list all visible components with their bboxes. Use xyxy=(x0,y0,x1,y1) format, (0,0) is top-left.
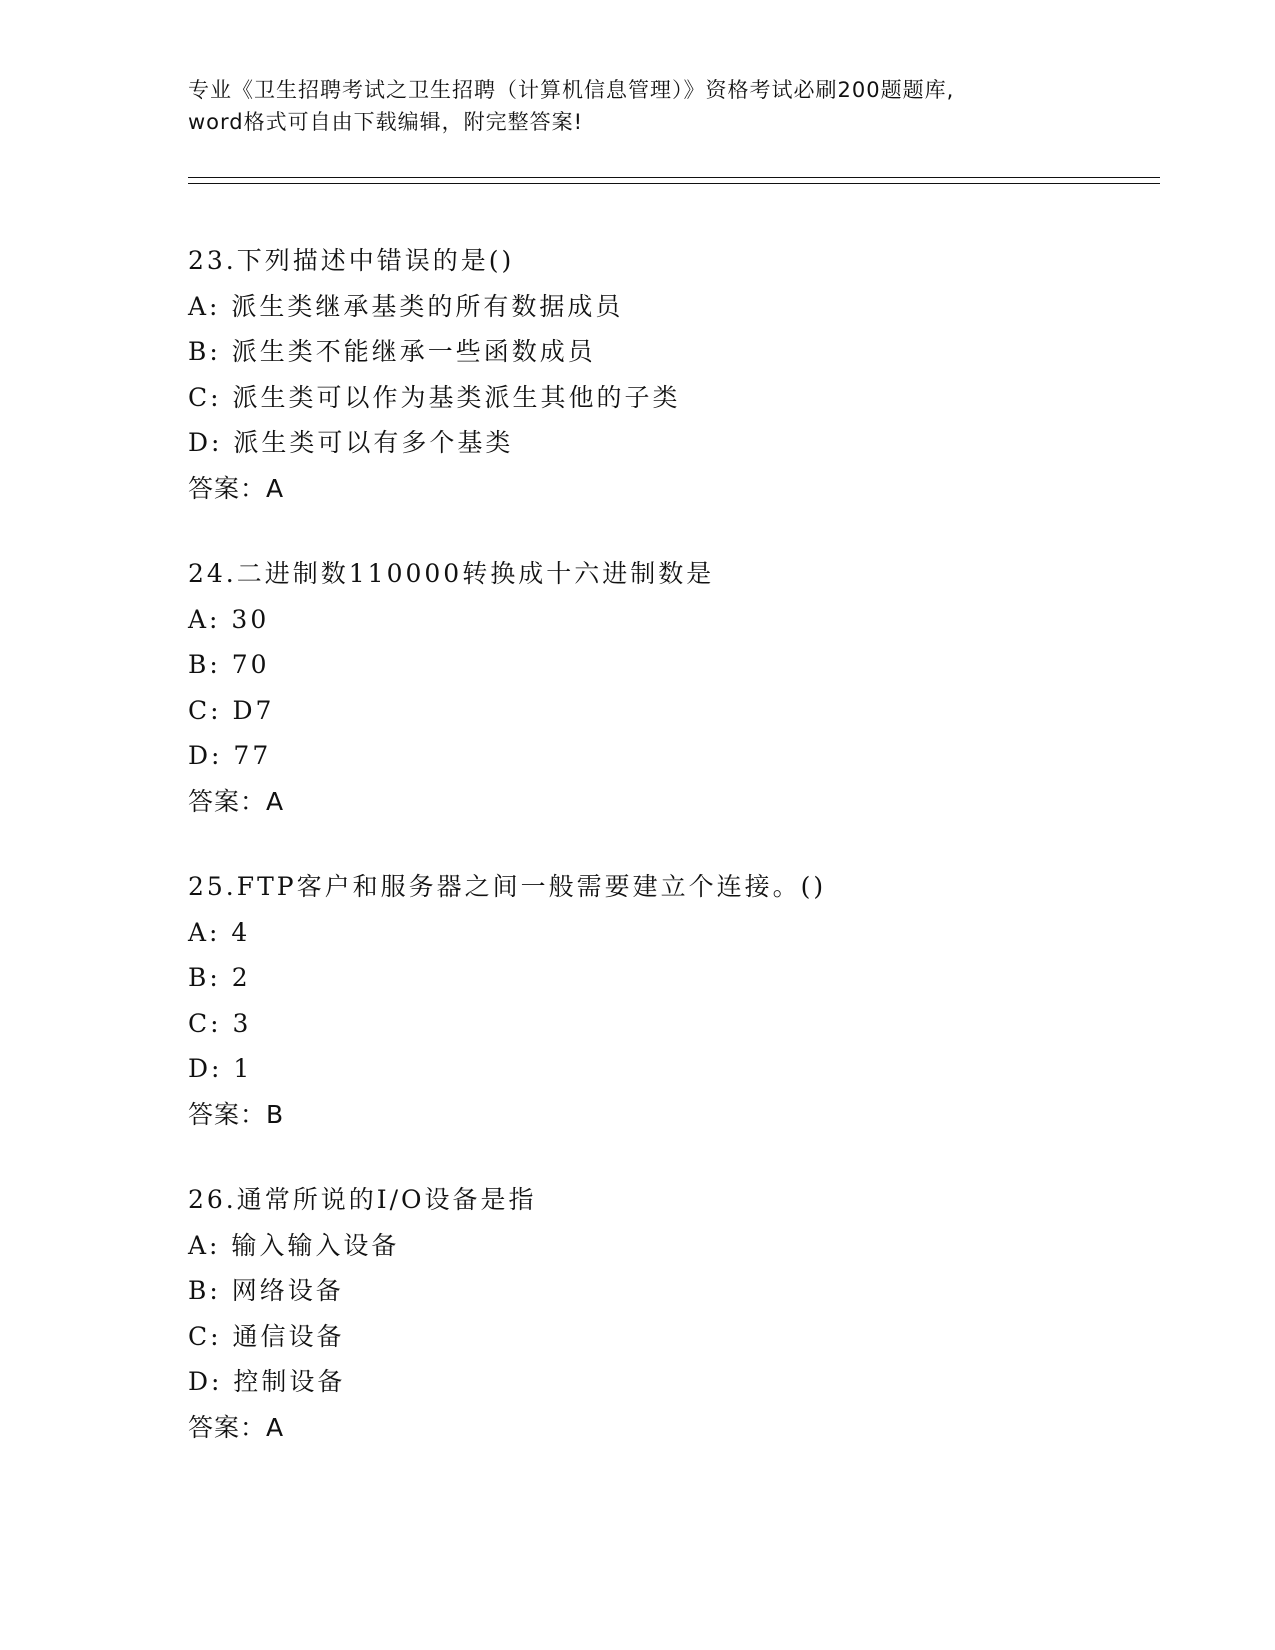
option-d: D: 1 xyxy=(188,1054,253,1083)
question-stem: 23.下列描述中错误的是() xyxy=(188,246,515,275)
question-25 xyxy=(188,864,1188,1137)
header-title-line-1: 专业《卫生招聘考试之卫生招聘（计算机信息管理）》资格考试必刷200题题库, xyxy=(188,78,955,102)
question-stem: 25.FTP客户和服务器之间一般需要建立个连接。() xyxy=(188,872,827,901)
question-23 xyxy=(188,238,1188,511)
answer-line: 答案：A xyxy=(188,1412,285,1442)
question-stem: 26.通常所说的I/O设备是指 xyxy=(188,1185,537,1214)
option-a: A: 4 xyxy=(188,917,251,947)
answer-line: 答案：B xyxy=(188,1099,285,1129)
option-c: C: D7 xyxy=(188,695,275,725)
question-stem: 24.二进制数110000转换成十六进制数是 xyxy=(188,559,715,588)
option-b: B: 2 xyxy=(188,963,251,992)
document-header xyxy=(188,74,1088,138)
option-b: B: 网络设备 xyxy=(188,1276,344,1305)
option-d: D: 派生类可以有多个基类 xyxy=(188,428,514,457)
header-title-line-2: word格式可自由下载编辑，附完整答案! xyxy=(188,110,584,134)
question-24 xyxy=(188,551,1188,824)
question-26 xyxy=(188,1177,1188,1450)
option-c: C: 通信设备 xyxy=(188,1321,345,1351)
option-b: B: 派生类不能继承一些函数成员 xyxy=(188,337,596,366)
header-divider-top xyxy=(188,177,1160,178)
option-d: D: 控制设备 xyxy=(188,1367,346,1396)
question-list xyxy=(188,238,1188,1490)
option-c: C: 3 xyxy=(188,1008,252,1038)
answer-line: 答案：A xyxy=(188,786,285,816)
answer-line: 答案：A xyxy=(188,473,285,503)
header-divider-bottom xyxy=(188,183,1160,184)
option-a: A: 输入输入设备 xyxy=(188,1230,400,1260)
option-b: B: 70 xyxy=(188,650,270,679)
option-a: A: 30 xyxy=(188,604,270,634)
option-d: D: 77 xyxy=(188,741,272,770)
option-a: A: 派生类继承基类的所有数据成员 xyxy=(188,291,624,321)
option-c: C: 派生类可以作为基类派生其他的子类 xyxy=(188,382,681,412)
